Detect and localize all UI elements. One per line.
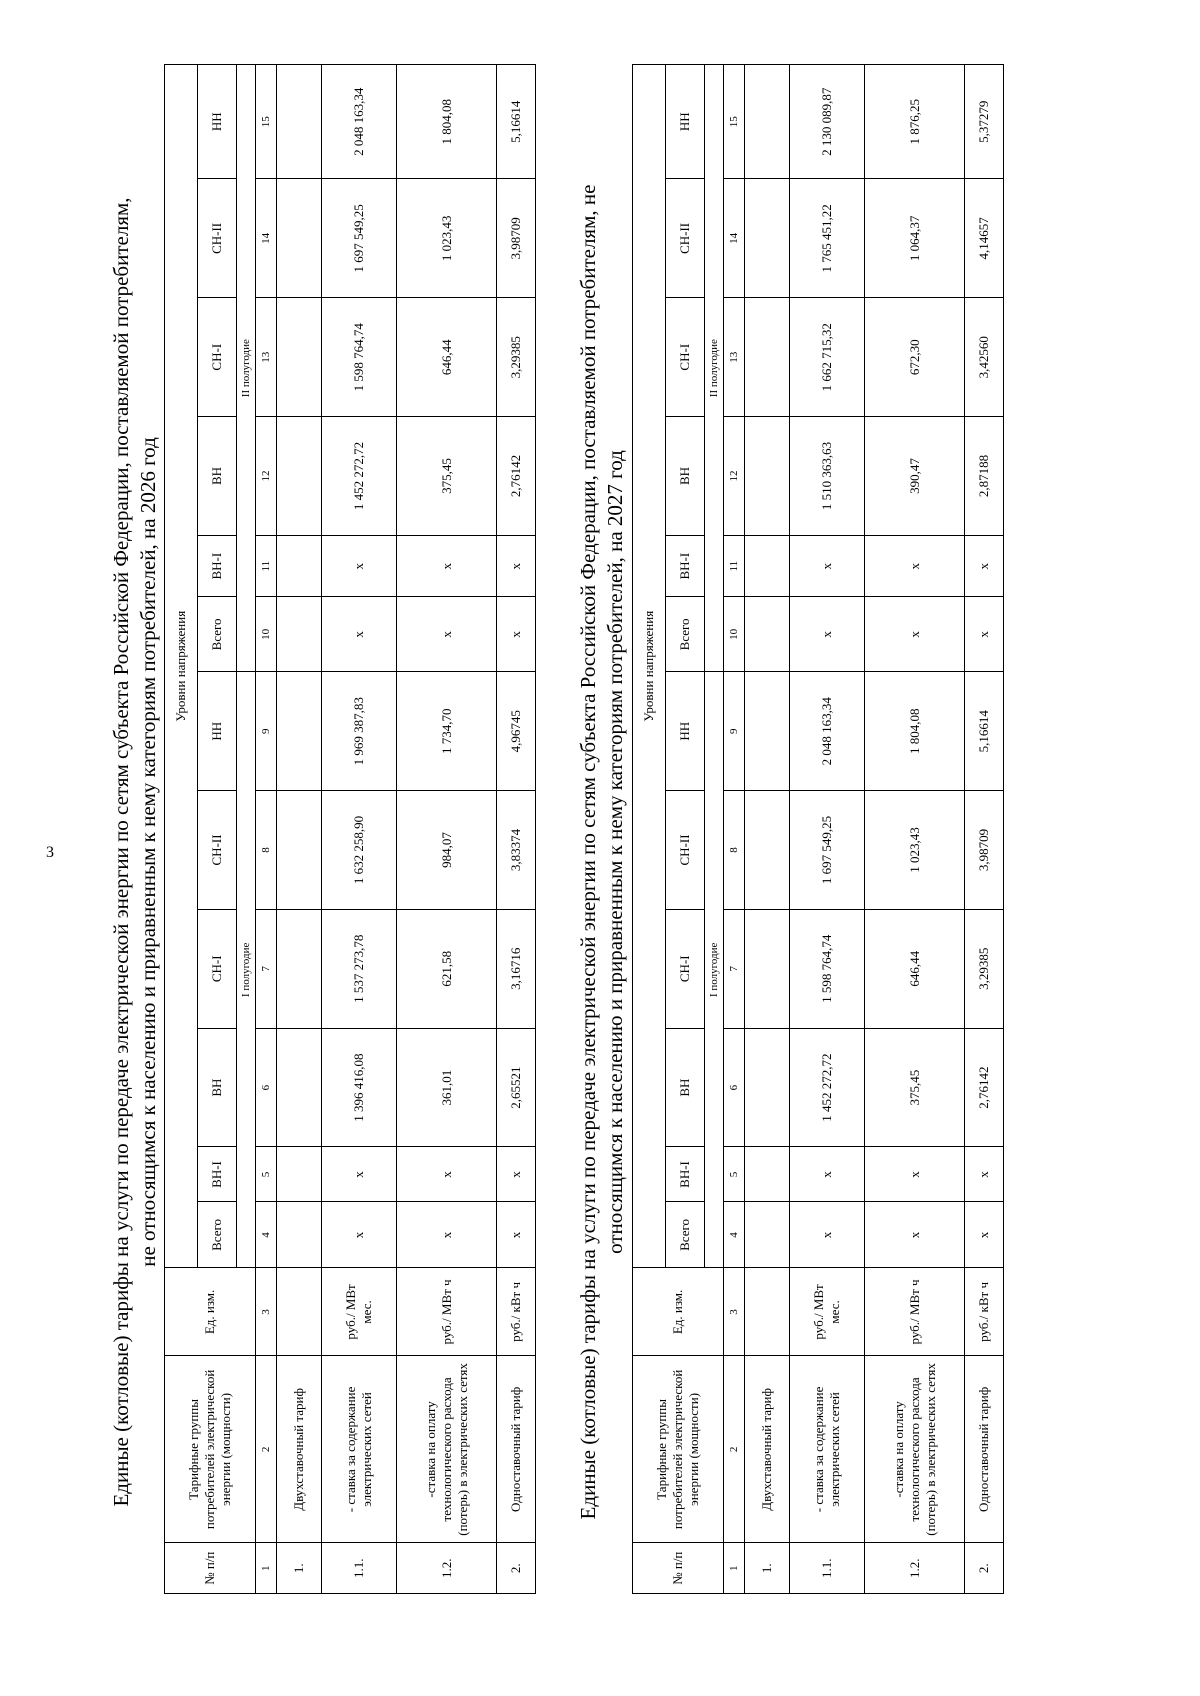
row-value: х — [790, 1147, 865, 1202]
row-value — [745, 65, 790, 180]
index-cell: 14 — [724, 179, 745, 298]
header-num: № п/п — [165, 1543, 256, 1594]
row-value: 646,44 — [397, 298, 497, 417]
row-value: 1 697 549,25 — [790, 791, 865, 910]
index-cell: 1 — [724, 1543, 745, 1594]
index-cell: 10 — [256, 597, 277, 672]
index-cell: 13 — [256, 298, 277, 417]
row-value: х — [497, 535, 536, 597]
table-row — [790, 65, 865, 1594]
table-row — [745, 65, 790, 1594]
row-value: 1 765 451,22 — [790, 179, 865, 298]
header-level: ВН-I — [198, 535, 237, 597]
row-value: 375,45 — [865, 1028, 965, 1147]
row-value: 5,37279 — [965, 65, 1004, 180]
table-row — [397, 65, 497, 1594]
index-cell: 9 — [724, 672, 745, 791]
row-value — [277, 535, 322, 597]
row-value: 1 598 764,74 — [790, 909, 865, 1028]
index-cell: 12 — [724, 417, 745, 536]
row-value — [277, 791, 322, 910]
row-value: 1 537 273,78 — [322, 909, 397, 1028]
table-row — [277, 65, 322, 1594]
header-half-2: II полугодие — [237, 65, 256, 672]
row-value: 672,30 — [865, 298, 965, 417]
row-name: - ставка за содержание электрических сетей — [790, 1356, 865, 1543]
header-level: ВН-I — [666, 1147, 705, 1202]
row-unit: руб./ МВт мес. — [790, 1268, 865, 1356]
header-level: Всего — [198, 1202, 237, 1268]
header-level: НН — [198, 65, 237, 180]
tariff-table-2027 — [632, 64, 1004, 1594]
index-cell: 6 — [256, 1028, 277, 1147]
row-value: х — [322, 1202, 397, 1268]
row-value — [745, 1202, 790, 1268]
row-value — [745, 672, 790, 791]
header-level: ВН — [666, 417, 705, 536]
row-value: 1 452 272,72 — [790, 1028, 865, 1147]
row-unit: руб./ МВт мес. — [322, 1268, 397, 1356]
row-value: х — [790, 535, 865, 597]
header-voltage-levels: Уровни напряжения — [165, 65, 198, 1268]
row-value: х — [865, 597, 965, 672]
index-cell: 8 — [256, 791, 277, 910]
index-cell: 15 — [256, 65, 277, 180]
row-value: 984,07 — [397, 791, 497, 910]
header-level: Всего — [666, 1202, 705, 1268]
row-value: х — [397, 597, 497, 672]
row-value: 1 804,08 — [397, 65, 497, 180]
header-level: НН — [666, 65, 705, 180]
table-title-2026 — [108, 32, 162, 1672]
row-name: Одноставочный тариф — [497, 1356, 536, 1543]
row-value: 2,76142 — [965, 1028, 1004, 1147]
header-level: СН-II — [666, 179, 705, 298]
index-cell: 11 — [256, 535, 277, 597]
index-cell: 14 — [256, 179, 277, 298]
header-row — [165, 65, 198, 1594]
index-cell: 9 — [256, 672, 277, 791]
row-name: -ставка на оплату технологического расхода (потерь) в электрических сетях — [865, 1356, 965, 1543]
header-level: СН-II — [198, 791, 237, 910]
row-unit — [277, 1268, 322, 1356]
row-value — [277, 417, 322, 536]
title-line: не относящимся к населению и приравненным к нему категориям потребителей, на 2026 год — [136, 437, 160, 1267]
row-name: -ставка на оплату технологического расхода (потерь) в электрических сетях — [397, 1356, 497, 1543]
row-value: 3,29385 — [497, 298, 536, 417]
row-value: 5,16614 — [497, 65, 536, 180]
header-level: НН — [198, 672, 237, 791]
row-value: х — [322, 597, 397, 672]
index-cell: 11 — [724, 535, 745, 597]
row-value: 4,96745 — [497, 672, 536, 791]
row-value: 3,98709 — [965, 791, 1004, 910]
header-level: ВН — [198, 1028, 237, 1147]
row-value — [745, 298, 790, 417]
index-cell: 4 — [724, 1202, 745, 1268]
row-name: Одноставочный тариф — [965, 1356, 1004, 1543]
row-unit: руб./ кВт ч — [497, 1268, 536, 1356]
row-unit: руб./ МВт ч — [865, 1268, 965, 1356]
row-value: 1 598 764,74 — [322, 298, 397, 417]
row-value: 2 130 089,87 — [790, 65, 865, 180]
row-value: 2,76142 — [497, 417, 536, 536]
row-value: 1 804,08 — [865, 672, 965, 791]
row-value — [745, 179, 790, 298]
row-value: 1 632 258,90 — [322, 791, 397, 910]
row-value: 1 064,37 — [865, 179, 965, 298]
table-row — [322, 65, 397, 1594]
row-value: 361,01 — [397, 1028, 497, 1147]
row-value: 1 023,43 — [865, 791, 965, 910]
header-level: СН-I — [198, 909, 237, 1028]
header-level: СН-I — [666, 909, 705, 1028]
row-value: 1 697 549,25 — [322, 179, 397, 298]
header-voltage-levels: Уровни напряжения — [633, 65, 666, 1268]
row-value: х — [497, 1202, 536, 1268]
row-value: х — [965, 535, 1004, 597]
title-line: относящимся к населению и приравненным к нему категориям потребителей, на 2027 год — [603, 450, 627, 1254]
table-row — [865, 65, 965, 1594]
index-cell: 13 — [724, 298, 745, 417]
title-line: Единые (котловые) тарифы на услуги по передаче электрической энергии по сетям субъекта Российской Федерации, поставляемой потребителям, не — [576, 184, 600, 1520]
row-value: 4,14657 — [965, 179, 1004, 298]
row-value: х — [965, 1147, 1004, 1202]
row-value: х — [865, 535, 965, 597]
index-row — [256, 65, 277, 1594]
row-value: х — [865, 1147, 965, 1202]
header-level: ВН — [198, 417, 237, 536]
rotated-page-content — [0, 32, 1180, 1672]
row-value — [277, 672, 322, 791]
row-value: 1 734,70 — [397, 672, 497, 791]
index-cell: 3 — [256, 1268, 277, 1356]
header-unit: Ед. изм. — [165, 1268, 256, 1356]
row-value: 1 662 715,32 — [790, 298, 865, 417]
header-level: Всего — [198, 597, 237, 672]
row-value: 1 969 387,83 — [322, 672, 397, 791]
row-num: 1.1. — [322, 1543, 397, 1594]
row-value: 646,44 — [865, 909, 965, 1028]
index-cell: 7 — [724, 909, 745, 1028]
index-cell: 2 — [256, 1356, 277, 1543]
index-cell: 5 — [256, 1147, 277, 1202]
row-unit: руб./ кВт ч — [965, 1268, 1004, 1356]
row-value: 1 510 363,63 — [790, 417, 865, 536]
header-level: СН-II — [198, 179, 237, 298]
row-value: 2 048 163,34 — [790, 672, 865, 791]
header-num: № п/п — [633, 1543, 724, 1594]
index-cell: 4 — [256, 1202, 277, 1268]
header-level: ВН-I — [198, 1147, 237, 1202]
row-value: х — [497, 597, 536, 672]
row-value — [277, 1147, 322, 1202]
row-value — [277, 1028, 322, 1147]
row-value: 2,87188 — [965, 417, 1004, 536]
row-value: х — [322, 535, 397, 597]
row-num: 2. — [965, 1543, 1004, 1594]
row-name: Двухставочный тариф — [277, 1356, 322, 1543]
row-value: х — [497, 1147, 536, 1202]
header-level: Всего — [666, 597, 705, 672]
row-value: 375,45 — [397, 417, 497, 536]
page-number: 3 — [46, 844, 54, 861]
row-num: 2. — [497, 1543, 536, 1594]
row-value: х — [790, 597, 865, 672]
header-level: СН-II — [666, 791, 705, 910]
index-cell: 5 — [724, 1147, 745, 1202]
row-num: 1.2. — [397, 1543, 497, 1594]
row-value: 3,42560 — [965, 298, 1004, 417]
row-name: Двухставочный тариф — [745, 1356, 790, 1543]
index-cell: 15 — [724, 65, 745, 180]
row-value: 2,65521 — [497, 1028, 536, 1147]
header-group: Тарифные группы потребителей электрической энергии (мощности) — [165, 1356, 256, 1543]
row-value — [745, 535, 790, 597]
row-name: - ставка за содержание электрических сетей — [322, 1356, 397, 1543]
row-value: х — [965, 597, 1004, 672]
header-level: НН — [666, 672, 705, 791]
row-num: 1. — [745, 1543, 790, 1594]
row-value: 390,47 — [865, 417, 965, 536]
header-level: ВН-I — [666, 535, 705, 597]
row-value: 3,16716 — [497, 909, 536, 1028]
header-row — [633, 65, 666, 1594]
row-value — [745, 791, 790, 910]
row-num: 1.2. — [865, 1543, 965, 1594]
tariff-table-2026 — [164, 64, 536, 1594]
header-group: Тарифные группы потребителей электрической энергии (мощности) — [633, 1356, 724, 1543]
row-value — [277, 909, 322, 1028]
row-value — [277, 1202, 322, 1268]
row-value: х — [397, 1147, 497, 1202]
row-value: 1 396 416,08 — [322, 1028, 397, 1147]
header-level: СН-I — [666, 298, 705, 417]
row-value: 3,98709 — [497, 179, 536, 298]
index-row — [724, 65, 745, 1594]
row-value: х — [322, 1147, 397, 1202]
row-value: 3,83374 — [497, 791, 536, 910]
header-half-1: I полугодие — [237, 672, 256, 1268]
row-value: 1 023,43 — [397, 179, 497, 298]
index-cell: 6 — [724, 1028, 745, 1147]
index-cell: 8 — [724, 791, 745, 910]
row-value: х — [790, 1202, 865, 1268]
row-value: 1 452 272,72 — [322, 417, 397, 536]
row-value: 621,58 — [397, 909, 497, 1028]
header-unit: Ед. изм. — [633, 1268, 724, 1356]
row-value: х — [865, 1202, 965, 1268]
row-value — [277, 298, 322, 417]
index-cell: 3 — [724, 1268, 745, 1356]
row-value — [745, 909, 790, 1028]
row-value — [745, 417, 790, 536]
row-value: х — [397, 1202, 497, 1268]
header-half-2: II полугодие — [705, 65, 724, 672]
row-value: 5,16614 — [965, 672, 1004, 791]
row-value — [277, 179, 322, 298]
table-title-2027 — [575, 32, 629, 1672]
header-level: СН-I — [198, 298, 237, 417]
row-value — [745, 1028, 790, 1147]
row-value: х — [965, 1202, 1004, 1268]
row-num: 1.1. — [790, 1543, 865, 1594]
header-half-1: I полугодие — [705, 672, 724, 1268]
index-cell: 2 — [724, 1356, 745, 1543]
table-row — [497, 65, 536, 1594]
row-unit — [745, 1268, 790, 1356]
row-unit: руб./ МВт ч — [397, 1268, 497, 1356]
row-value: 1 876,25 — [865, 65, 965, 180]
index-cell: 7 — [256, 909, 277, 1028]
index-cell: 12 — [256, 417, 277, 536]
row-num: 1. — [277, 1543, 322, 1594]
index-cell: 10 — [724, 597, 745, 672]
row-value — [277, 597, 322, 672]
row-value: 2 048 163,34 — [322, 65, 397, 180]
header-level: ВН — [666, 1028, 705, 1147]
row-value: 3,29385 — [965, 909, 1004, 1028]
row-value: х — [397, 535, 497, 597]
row-value — [745, 597, 790, 672]
row-value — [277, 65, 322, 180]
index-cell: 1 — [256, 1543, 277, 1594]
row-value — [745, 1147, 790, 1202]
title-line: Единые (котловые) тарифы на услуги по передаче электрической энергии по сетям субъекта Российской Федерации, поставляемой потребителям, — [109, 197, 133, 1507]
table-row — [965, 65, 1004, 1594]
